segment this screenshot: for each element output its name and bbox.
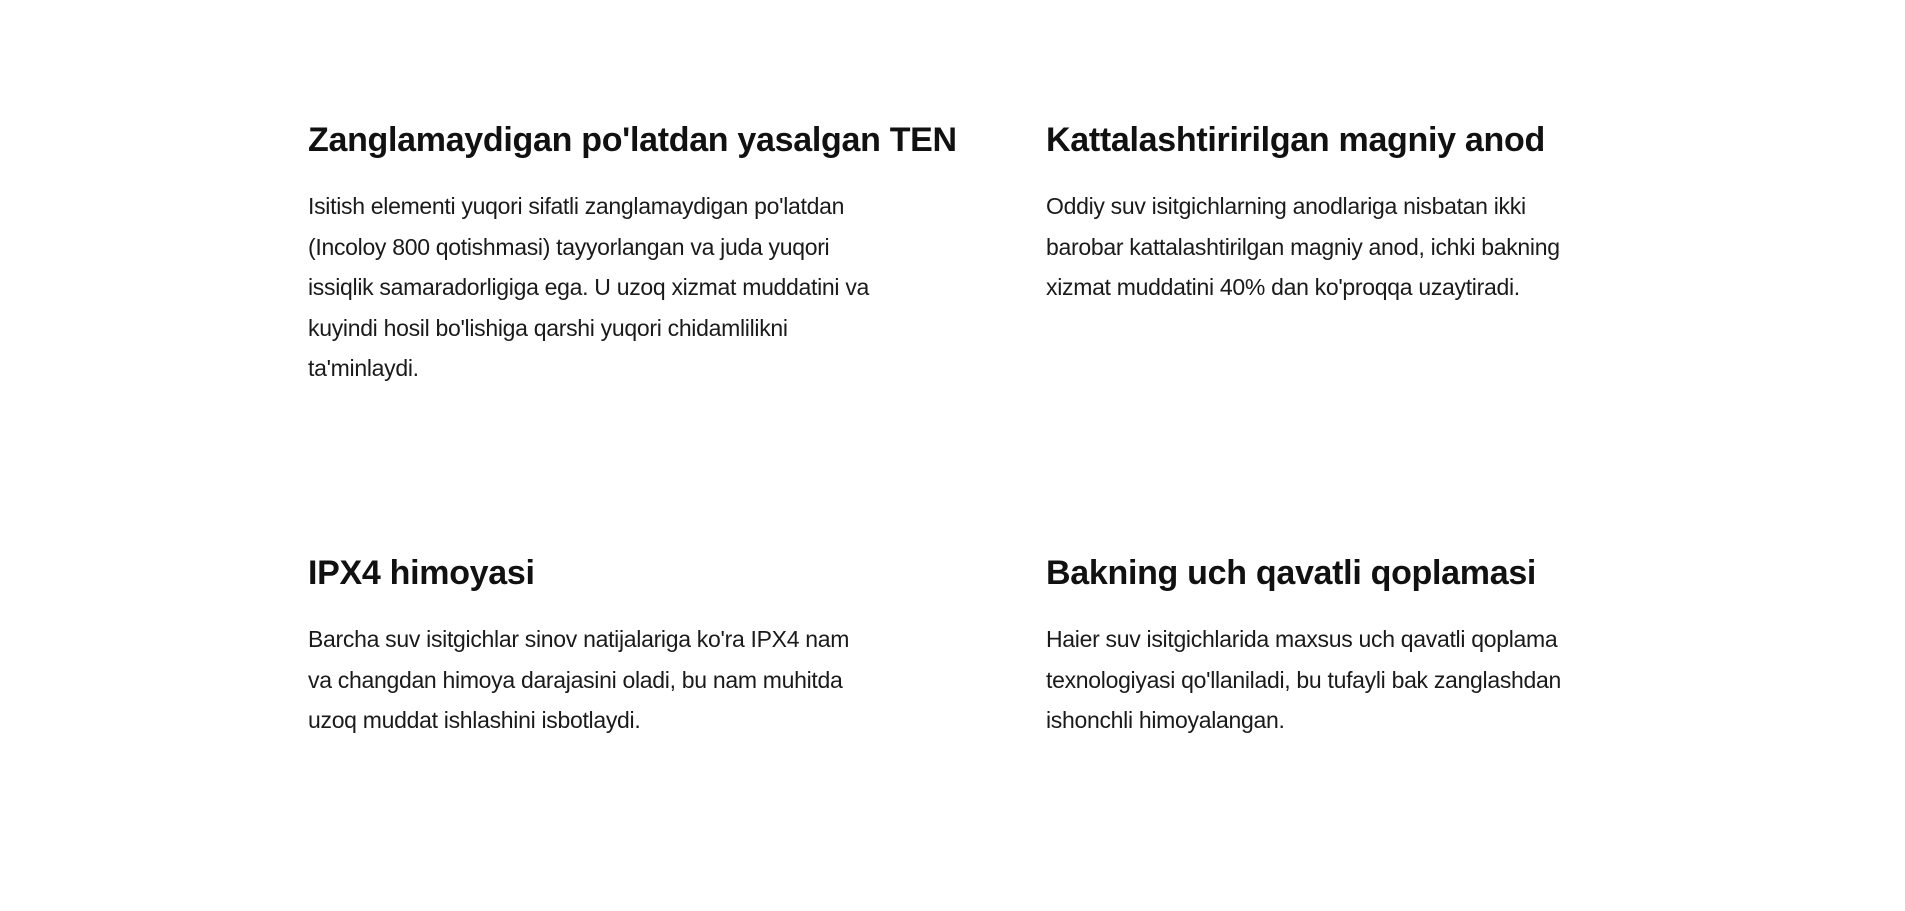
feature-description: Oddiy suv isitgichlarning anodlariga nisbatan ikki barobar kattalashtirilgan magniy anod, ichki bakning xizmat muddatini 40% dan ko'proqqa uzaytiradi. — [1046, 193, 1560, 300]
feature-description: Barcha suv isitgichlar sinov natijalariga ko'ra IPX4 nam va changdan himoya darajasini oladi, bu nam muhitda uzoq muddat ishlashini isbotlaydi. — [308, 626, 850, 733]
feature-description: Haier suv isitgichlarida maxsus uch qavatli qoplama texnologiyasi qo'llaniladi, bu tufayli bak zanglashdan ishonchli himoyalangan. — [1046, 626, 1561, 733]
feature-title: Bakning uch qavatli qoplamasi — [1046, 554, 1537, 592]
feature-ipx4-protection — [308, 553, 1046, 741]
feature-stainless-heating-element — [308, 120, 1046, 553]
feature-title: IPX4 himoyasi — [308, 554, 535, 592]
feature-title: Kattalashtiririlgan magniy anod — [1046, 121, 1545, 159]
feature-magnesium-anode — [1046, 120, 1628, 553]
feature-description: Isitish elementi yuqori sifatli zanglamaydigan po'latdan (Incoloy 800 qotishmasi) tayyorlangan va juda yuqori issiqlik samaradorligiga ega. U uzoq xizmat muddatini va kuyindi hosil bo'lishiga qarshi yuqori chidamlilikni ta'minlaydi. — [308, 193, 870, 381]
features-grid — [308, 120, 1628, 741]
feature-title: Zanglamaydigan po'latdan yasalgan TEN — [308, 121, 957, 159]
feature-triple-layer-coating — [1046, 553, 1628, 741]
